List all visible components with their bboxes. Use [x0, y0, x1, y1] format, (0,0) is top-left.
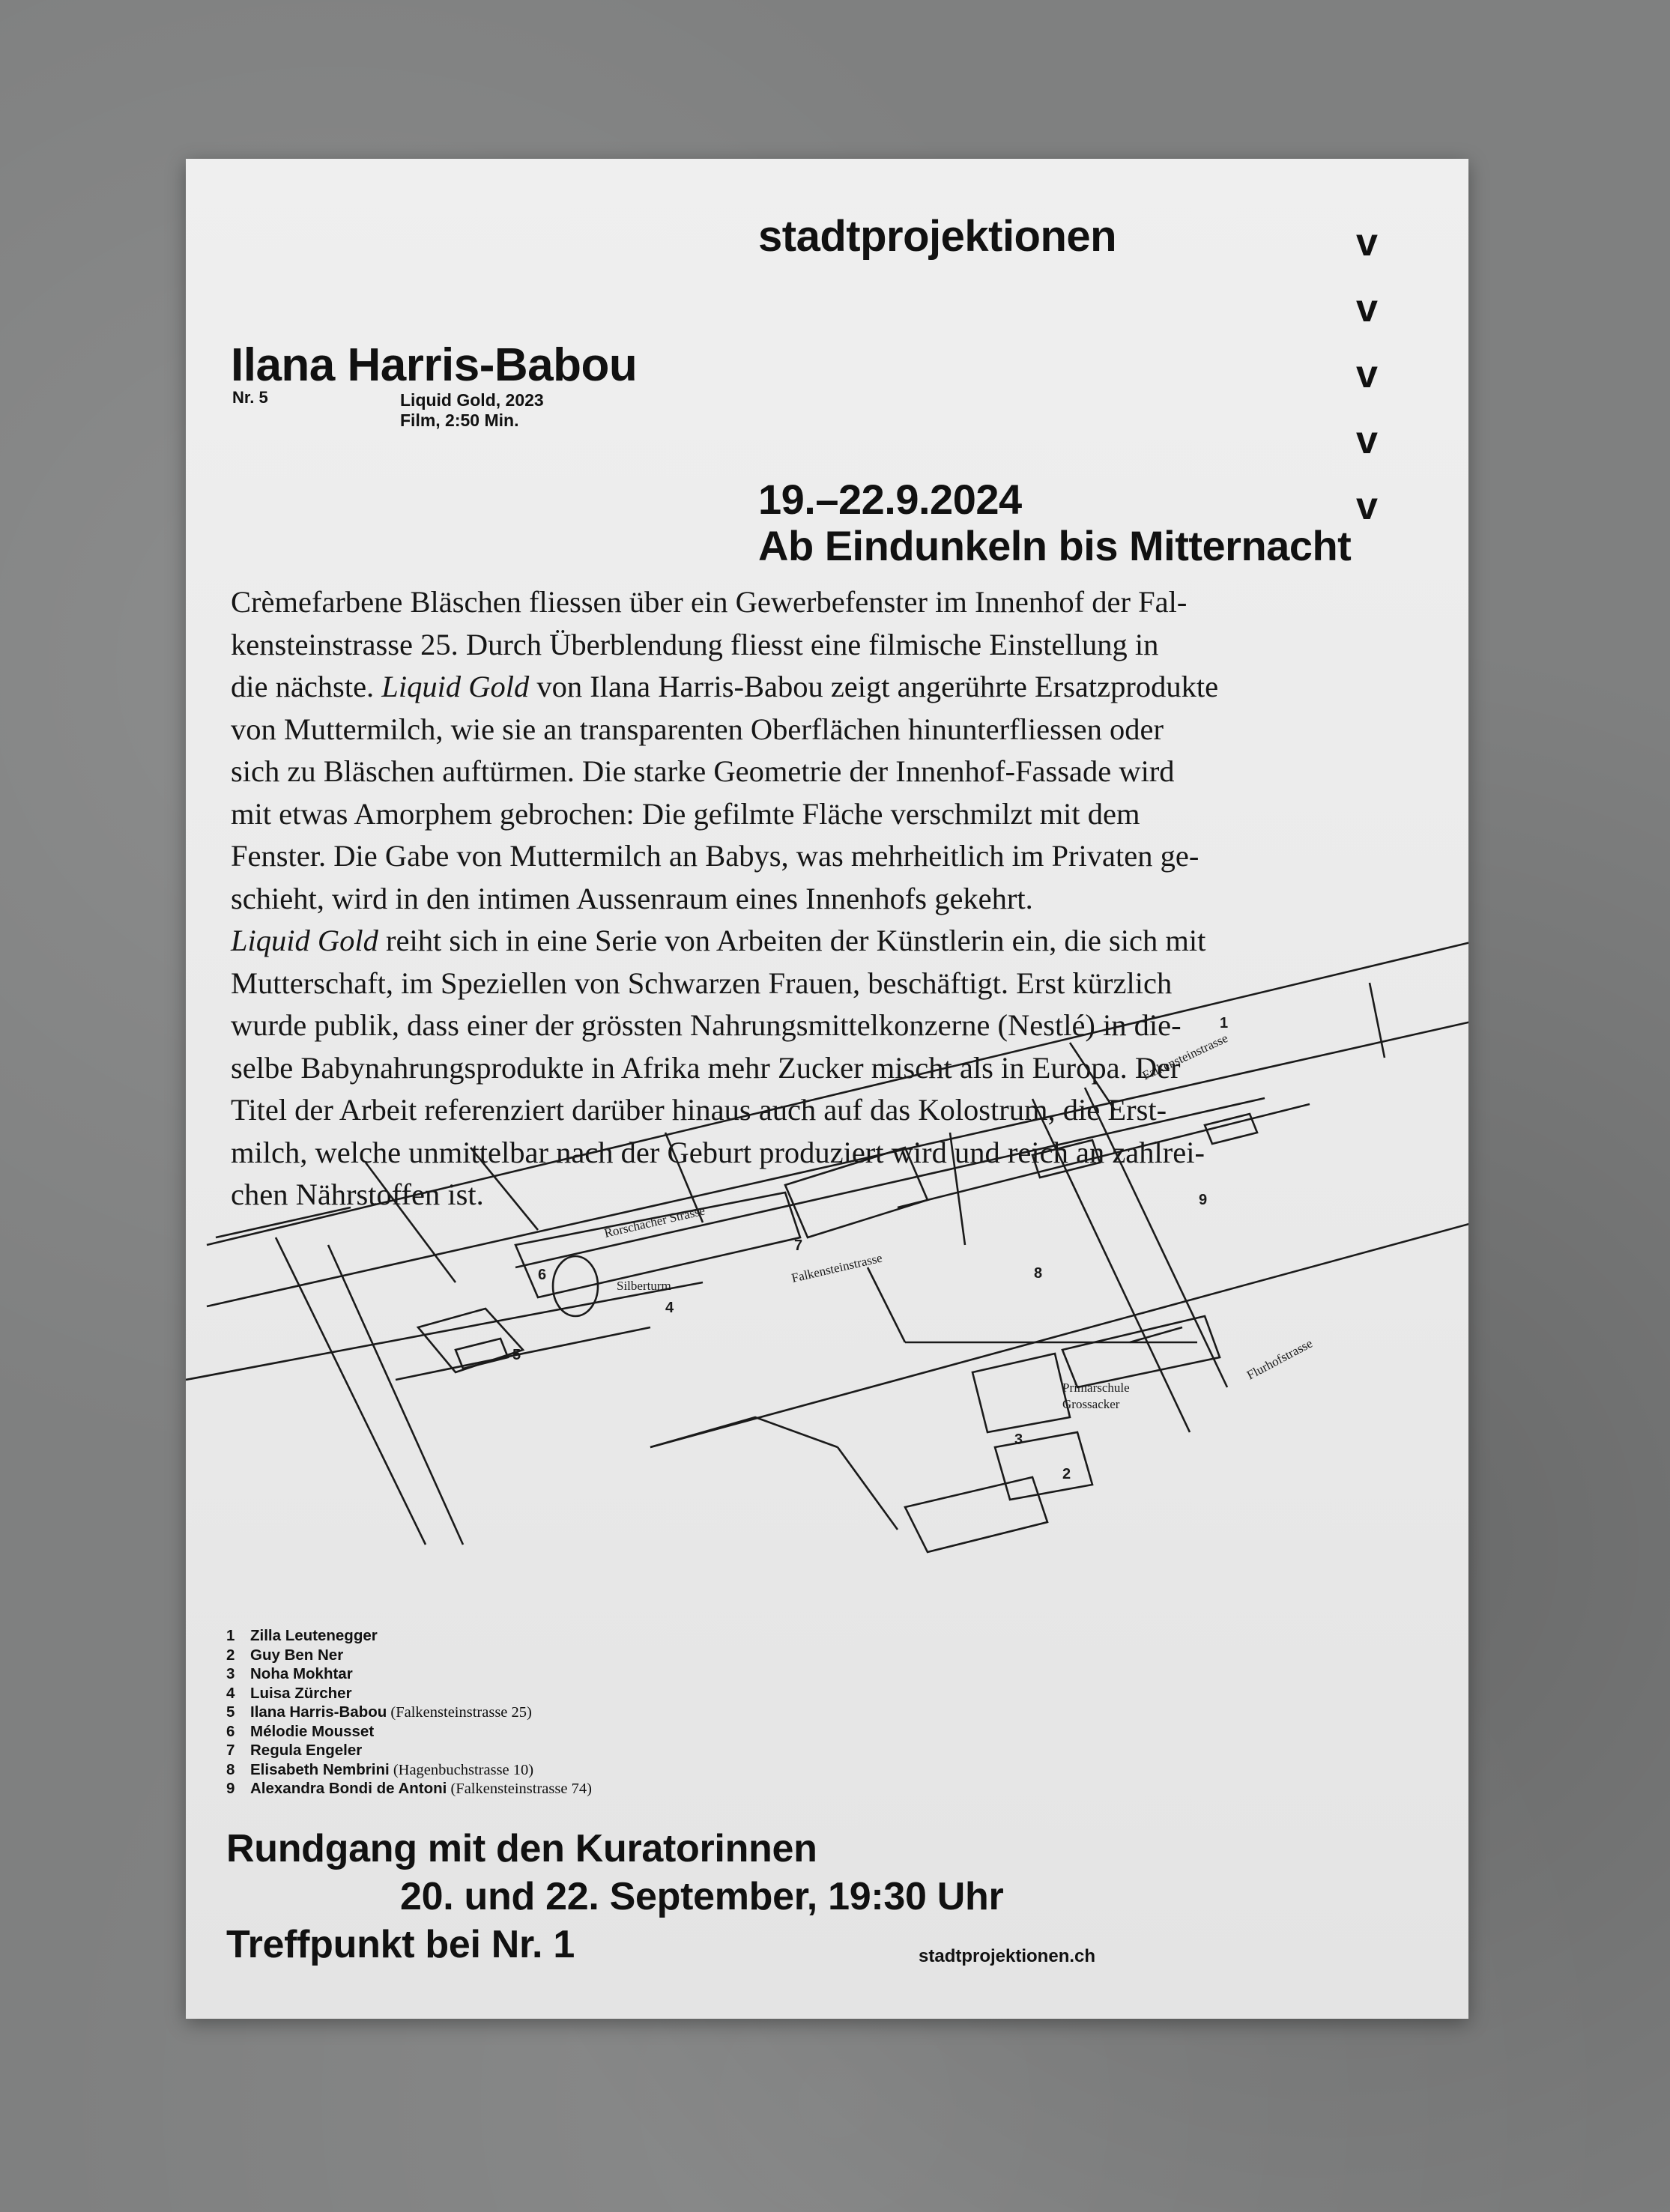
- legend-row: 3 Noha Mokhtar: [226, 1665, 353, 1682]
- body-line: die nächste. Liquid Gold von Ilana Harris-Babou zeigt angerührte Ersatzprodukte: [231, 670, 1219, 703]
- v-mark: v: [1356, 353, 1378, 396]
- site-number: 6: [538, 1267, 547, 1283]
- tour-meeting-point: Treffpunkt bei Nr. 1: [226, 1923, 575, 1966]
- body-line: Liquid Gold reiht sich in eine Serie von Arbeiten der Künstlerin ein, die sich mit: [231, 924, 1206, 957]
- body-text: [231, 581, 1430, 1216]
- tour-title: Rundgang mit den Kuratorinnen: [226, 1827, 817, 1870]
- project-number: Nr. 5: [232, 388, 268, 407]
- body-line: chen Nährstoffen ist.: [231, 1178, 484, 1211]
- legend-row: 8 Elisabeth Nembrini (Hagenbuchstrasse 10): [226, 1760, 534, 1778]
- work-medium: Film, 2:50 Min.: [400, 410, 519, 430]
- site-number: 7: [794, 1237, 803, 1254]
- site-number: 1: [1220, 1015, 1229, 1031]
- body-line: wurde publik, dass einer der grössten Nahrungsmittelkonzerne (Nestlé) in die-: [231, 1008, 1182, 1042]
- body-line: Crèmefarbene Bläschen fliessen über ein Gewerbefenster im Innenhof der Fal-: [231, 585, 1188, 619]
- legend-row: 2 Guy Ben Ner: [226, 1646, 344, 1664]
- site-number: 8: [1034, 1265, 1043, 1282]
- website-link[interactable]: stadtprojektionen.ch: [919, 1946, 1096, 1966]
- site-number: 2: [1062, 1466, 1071, 1482]
- body-line: Mutterschaft, im Speziellen von Schwarzen Frauen, beschäftigt. Erst kürzlich: [231, 966, 1173, 1000]
- body-line: sich zu Bläschen auftürmen. Die starke Geometrie der Innenhof-Fassade wird: [231, 754, 1175, 788]
- event-hours: Ab Eindunkeln bis Mitternacht: [758, 522, 1352, 569]
- place-label: Primarschule: [1062, 1381, 1130, 1395]
- v-marks: [1356, 220, 1401, 550]
- legend-row: 1 Zilla Leutenegger: [226, 1627, 378, 1644]
- event-dates: 19.–22.9.2024: [758, 476, 1022, 523]
- body-line: von Muttermilch, wie sie an transparenten Oberflächen hinunterfliessen oder: [231, 712, 1164, 746]
- artist-name: Ilana Harris-Babou: [231, 339, 638, 391]
- body-line: Titel der Arbeit referenziert darüber hinaus auch auf das Kolostrum, die Erst-: [231, 1093, 1167, 1127]
- legend-row: 9 Alexandra Bondi de Antoni (Falkensteinstrasse 74): [226, 1780, 592, 1797]
- body-line: mit etwas Amorphem gebrochen: Die gefilmte Fläche verschmilzt mit dem: [231, 796, 1140, 831]
- artist-legend: [226, 1627, 592, 1799]
- body-line: kensteinstrasse 25. Durch Überblendung fliesst eine filmische Einstellung in: [231, 627, 1159, 661]
- legend-row: 7 Regula Engeler: [226, 1742, 363, 1759]
- place-label: Grossacker: [1062, 1397, 1120, 1411]
- v-mark: v: [1356, 419, 1378, 462]
- work-title-italic: Liquid Gold: [231, 924, 378, 957]
- v-mark: v: [1356, 287, 1378, 330]
- work-title: Liquid Gold, 2023: [400, 390, 544, 410]
- body-line: Fenster. Die Gabe von Muttermilch an Babys, was mehrheitlich im Privaten ge-: [231, 839, 1199, 873]
- body-line: selbe Babynahrungsprodukte in Afrika mehr Zucker mischt als in Europa. Der: [231, 1050, 1181, 1085]
- street-label: Flurhofstrasse: [1244, 1336, 1315, 1383]
- street-label: Rorschacher Strasse: [602, 1203, 707, 1240]
- legend-row: 6 Mélodie Mousset: [226, 1722, 375, 1740]
- site-number: 5: [512, 1347, 521, 1363]
- work-title-italic: Liquid Gold: [381, 670, 530, 703]
- legend-row: 4 Luisa Zürcher: [226, 1684, 352, 1702]
- street-label: Falkensteinstrasse: [790, 1250, 884, 1285]
- brand-title: stadtprojektionen: [758, 212, 1117, 261]
- body-line: milch, welche unmittelbar nach der Geburt produziert wird und reich an zahlrei-: [231, 1135, 1205, 1169]
- tour-dates: 20. und 22. September, 19:30 Uhr: [400, 1875, 1004, 1918]
- poster: [186, 159, 1468, 2019]
- street-label: Falkensteinstrasse: [1140, 1031, 1230, 1083]
- body-line: schieht, wird in den intimen Aussenraum eines Innenhofs gekehrt.: [231, 881, 1033, 915]
- site-number: 9: [1199, 1192, 1208, 1208]
- v-mark: v: [1356, 221, 1378, 264]
- place-label: Silberturm: [617, 1279, 671, 1293]
- site-number: 4: [665, 1300, 674, 1316]
- site-number: 3: [1014, 1431, 1023, 1448]
- v-mark: v: [1356, 485, 1378, 528]
- legend-row: 5 Ilana Harris-Babou (Falkensteinstrasse 25): [226, 1703, 532, 1721]
